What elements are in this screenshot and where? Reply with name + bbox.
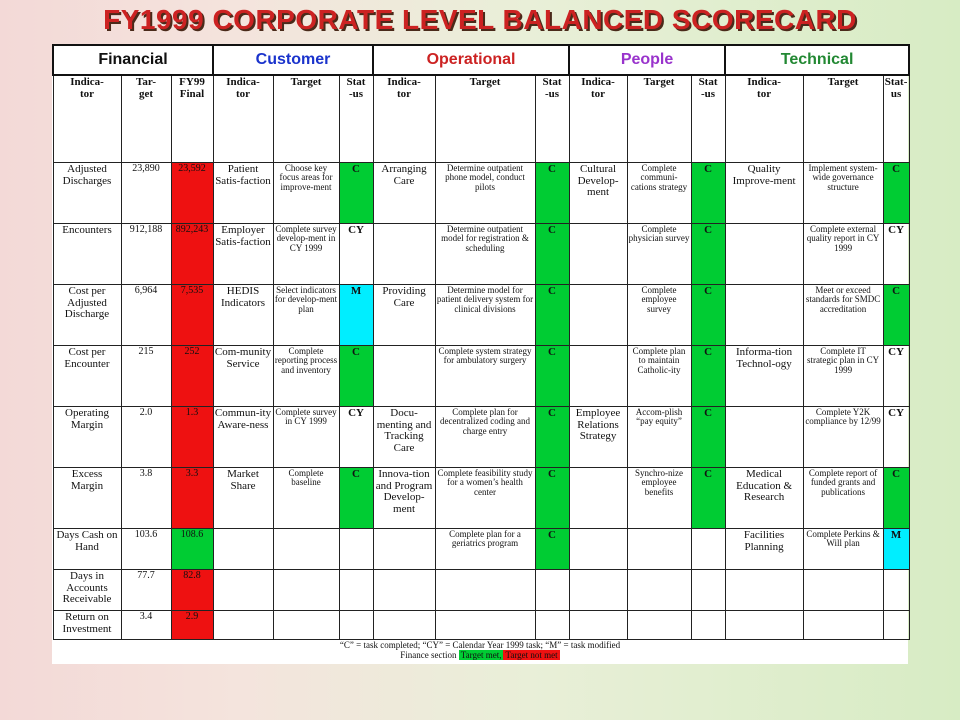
- peo-indicator-cell: [569, 224, 627, 285]
- cus-target-cell: Select indicators for develop-ment plan: [273, 285, 339, 346]
- ops-indicator-cell: Docu-menting and Tracking Care: [373, 407, 435, 468]
- fin-final-cell: 7,535: [171, 285, 213, 346]
- peo-indicator-cell: [569, 285, 627, 346]
- tec-indicator-cell: Facilities Planning: [725, 529, 803, 570]
- ops-status-cell: C: [535, 346, 569, 407]
- spacer-cell: [273, 118, 339, 163]
- ops-target-cell: Determine model for patient delivery system for clinical divisions: [435, 285, 535, 346]
- ops-status-cell: C: [535, 468, 569, 529]
- spacer-cell: [569, 118, 627, 163]
- tec-status-cell: [883, 611, 909, 640]
- tec-status-cell: [883, 570, 909, 611]
- ops-indicator-cell: [373, 346, 435, 407]
- peo-indicator-cell: [569, 611, 627, 640]
- fin-indicator-cell: Days Cash on Hand: [53, 529, 121, 570]
- tec-target-cell: Complete report of funded grants and publications: [803, 468, 883, 529]
- section-customer: Customer: [213, 45, 373, 75]
- tec-status-cell: CY: [883, 346, 909, 407]
- scorecard-row: [53, 163, 909, 224]
- ops-indicator-cell: [373, 611, 435, 640]
- cus-indicator-cell: Commun-ity Aware-ness: [213, 407, 273, 468]
- legend-finance-colors: [52, 650, 908, 660]
- spacer-cell: [803, 118, 883, 163]
- section-operational: Operational: [373, 45, 569, 75]
- section-financial: Financial: [53, 45, 213, 75]
- fin-final-cell: 252: [171, 346, 213, 407]
- cus-indicator-cell: Patient Satis-faction: [213, 163, 273, 224]
- peo-target-cell: Synchro-nize employee benefits: [627, 468, 691, 529]
- cus-status-cell: [339, 570, 373, 611]
- ops-status-cell: [535, 611, 569, 640]
- cus-status-cell: [339, 529, 373, 570]
- col-fin-final: FY99 Final: [171, 75, 213, 118]
- ops-target-cell: [435, 611, 535, 640]
- peo-status-cell: C: [691, 346, 725, 407]
- peo-target-cell: Accom-plish “pay equity”: [627, 407, 691, 468]
- spacer-cell: [373, 118, 435, 163]
- fin-target-cell: 2.0: [121, 407, 171, 468]
- fin-final-cell: 892,243: [171, 224, 213, 285]
- spacer-cell: [435, 118, 535, 163]
- peo-target-cell: [627, 570, 691, 611]
- peo-target-cell: [627, 611, 691, 640]
- fin-indicator-cell: Operating Margin: [53, 407, 121, 468]
- scorecard-row: [53, 285, 909, 346]
- spacer-cell: [725, 118, 803, 163]
- peo-target-cell: Complete physician survey: [627, 224, 691, 285]
- col-cus-status: Stat -us: [339, 75, 373, 118]
- cus-indicator-cell: [213, 570, 273, 611]
- fin-indicator-cell: Adjusted Discharges: [53, 163, 121, 224]
- legend-target-not-met: Target not met: [505, 650, 558, 661]
- tec-target-cell: Implement system-wide governance structure: [803, 163, 883, 224]
- cus-target-cell: [273, 529, 339, 570]
- cus-target-cell: Complete baseline: [273, 468, 339, 529]
- ops-status-cell: C: [535, 529, 569, 570]
- fin-indicator-cell: Days in Accounts Receivable: [53, 570, 121, 611]
- peo-status-cell: C: [691, 285, 725, 346]
- ops-status-cell: C: [535, 285, 569, 346]
- spacer-cell: [213, 118, 273, 163]
- scorecard-sheet: [52, 44, 908, 664]
- tec-target-cell: Complete IT strategic plan in CY 1999: [803, 346, 883, 407]
- scorecard-row: [53, 407, 909, 468]
- fin-target-cell: 6,964: [121, 285, 171, 346]
- spacer-cell: [627, 118, 691, 163]
- ops-target-cell: [435, 570, 535, 611]
- peo-status-cell: C: [691, 163, 725, 224]
- fin-target-cell: 103.6: [121, 529, 171, 570]
- col-ops-target: Target: [435, 75, 535, 118]
- col-tec-target: Target: [803, 75, 883, 118]
- ops-target-cell: Complete system strategy for ambulatory surgery: [435, 346, 535, 407]
- fin-final-cell: 23,592: [171, 163, 213, 224]
- fin-target-cell: 23,890: [121, 163, 171, 224]
- cus-status-cell: C: [339, 163, 373, 224]
- peo-status-cell: [691, 570, 725, 611]
- spacer-cell: [883, 118, 909, 163]
- peo-indicator-cell: Cultural Develop-ment: [569, 163, 627, 224]
- scorecard-row: [53, 611, 909, 640]
- fin-target-cell: 912,188: [121, 224, 171, 285]
- fin-indicator-cell: Cost per Encounter: [53, 346, 121, 407]
- peo-target-cell: [627, 529, 691, 570]
- tec-target-cell: Complete external quality report in CY 1999: [803, 224, 883, 285]
- column-header-row: [53, 75, 909, 118]
- spacer-cell: [171, 118, 213, 163]
- scorecard-row: [53, 346, 909, 407]
- legend-finance-prefix: Finance section: [400, 650, 457, 661]
- cus-indicator-cell: [213, 529, 273, 570]
- tec-indicator-cell: [725, 224, 803, 285]
- legend: [52, 640, 908, 661]
- fin-indicator-cell: Return on Investment: [53, 611, 121, 640]
- cus-indicator-cell: Employer Satis-faction: [213, 224, 273, 285]
- cus-indicator-cell: Com-munity Service: [213, 346, 273, 407]
- cus-status-cell: CY: [339, 407, 373, 468]
- ops-indicator-cell: Innova-tion and Program Develop-ment: [373, 468, 435, 529]
- scorecard-row: [53, 468, 909, 529]
- ops-target-cell: Complete plan for decentralized coding and charge entry: [435, 407, 535, 468]
- fin-final-cell: 3.3: [171, 468, 213, 529]
- ops-indicator-cell: Arranging Care: [373, 163, 435, 224]
- cus-indicator-cell: HEDIS Indicators: [213, 285, 273, 346]
- tec-status-cell: C: [883, 163, 909, 224]
- col-peo-status: Stat -us: [691, 75, 725, 118]
- ops-indicator-cell: [373, 224, 435, 285]
- ops-target-cell: Complete plan for a geriatrics program: [435, 529, 535, 570]
- fin-final-cell: 1.3: [171, 407, 213, 468]
- fin-target-cell: 3.4: [121, 611, 171, 640]
- fin-final-cell: 108.6: [171, 529, 213, 570]
- cus-target-cell: [273, 611, 339, 640]
- tec-target-cell: [803, 611, 883, 640]
- legend-status-codes: “C” = task completed; “CY” = Calendar Year 1999 task; “M” = task modified: [339, 640, 621, 650]
- peo-status-cell: C: [691, 468, 725, 529]
- ops-indicator-cell: [373, 529, 435, 570]
- tec-status-cell: M: [883, 529, 909, 570]
- ops-indicator-cell: Providing Care: [373, 285, 435, 346]
- tec-status-cell: C: [883, 285, 909, 346]
- peo-status-cell: C: [691, 407, 725, 468]
- col-peo-target: Target: [627, 75, 691, 118]
- peo-indicator-cell: [569, 468, 627, 529]
- fin-target-cell: 3.8: [121, 468, 171, 529]
- spacer-cell: [535, 118, 569, 163]
- col-ops-indicator: Indica- tor: [373, 75, 435, 118]
- col-tec-indicator: Indica- tor: [725, 75, 803, 118]
- fin-target-cell: 215: [121, 346, 171, 407]
- peo-status-cell: [691, 611, 725, 640]
- tec-target-cell: Meet or exceed standards for SMDC accreditation: [803, 285, 883, 346]
- spacer-cell: [53, 118, 121, 163]
- peo-indicator-cell: Employee Relations Strategy: [569, 407, 627, 468]
- tec-status-cell: CY: [883, 224, 909, 285]
- fin-final-cell: 2.9: [171, 611, 213, 640]
- cus-target-cell: [273, 570, 339, 611]
- cus-target-cell: Complete survey in CY 1999: [273, 407, 339, 468]
- cus-status-cell: [339, 611, 373, 640]
- fin-indicator-cell: Cost per Adjusted Discharge: [53, 285, 121, 346]
- fin-target-cell: 77.7: [121, 570, 171, 611]
- scorecard-table: [52, 44, 910, 640]
- col-fin-indicator: Indica- tor: [53, 75, 121, 118]
- col-fin-target: Tar- get: [121, 75, 171, 118]
- scorecard-row: [53, 224, 909, 285]
- section-people: People: [569, 45, 725, 75]
- spacer-cell: [121, 118, 171, 163]
- scorecard-rows: [53, 163, 909, 640]
- peo-target-cell: Complete plan to maintain Catholic-ity: [627, 346, 691, 407]
- ops-target-cell: Determine outpatient model for registration & scheduling: [435, 224, 535, 285]
- cus-status-cell: C: [339, 346, 373, 407]
- tec-target-cell: Complete Y2K compliance by 12/99: [803, 407, 883, 468]
- ops-indicator-cell: [373, 570, 435, 611]
- peo-target-cell: Complete employee survey: [627, 285, 691, 346]
- peo-target-cell: Complete communi-cations strategy: [627, 163, 691, 224]
- col-ops-status: Stat -us: [535, 75, 569, 118]
- tec-indicator-cell: [725, 611, 803, 640]
- section-header-row: [53, 45, 909, 75]
- section-technical: Technical: [725, 45, 909, 75]
- tec-indicator-cell: [725, 407, 803, 468]
- cus-target-cell: Choose key focus areas for improve-ment: [273, 163, 339, 224]
- page-title: FY1999 CORPORATE LEVEL BALANCED SCORECARD: [103, 4, 857, 35]
- ops-status-cell: [535, 570, 569, 611]
- ops-status-cell: C: [535, 224, 569, 285]
- cus-indicator-cell: [213, 611, 273, 640]
- scorecard-row: [53, 570, 909, 611]
- ops-status-cell: C: [535, 163, 569, 224]
- col-cus-target: Target: [273, 75, 339, 118]
- ops-target-cell: Determine outpatient phone model, conduct pilots: [435, 163, 535, 224]
- tec-status-cell: CY: [883, 407, 909, 468]
- ops-target-cell: Complete feasibility study for a women’s health center: [435, 468, 535, 529]
- tec-status-cell: C: [883, 468, 909, 529]
- peo-indicator-cell: [569, 346, 627, 407]
- col-peo-indicator: Indica- tor: [569, 75, 627, 118]
- spacer-cell: [691, 118, 725, 163]
- tec-target-cell: Complete Perkins & Will plan: [803, 529, 883, 570]
- fin-final-cell: 82.8: [171, 570, 213, 611]
- cus-status-cell: M: [339, 285, 373, 346]
- ops-status-cell: C: [535, 407, 569, 468]
- fin-indicator-cell: Encounters: [53, 224, 121, 285]
- cus-indicator-cell: Market Share: [213, 468, 273, 529]
- cus-status-cell: CY: [339, 224, 373, 285]
- cus-status-cell: C: [339, 468, 373, 529]
- peo-status-cell: [691, 529, 725, 570]
- col-tec-status: Stat- us: [883, 75, 909, 118]
- peo-status-cell: C: [691, 224, 725, 285]
- spacer-cell: [339, 118, 373, 163]
- cus-target-cell: Complete survey develop-ment in CY 1999: [273, 224, 339, 285]
- peo-indicator-cell: [569, 529, 627, 570]
- col-cus-indicator: Indica- tor: [213, 75, 273, 118]
- legend-target-met: Target met,: [460, 650, 502, 661]
- tec-indicator-cell: [725, 570, 803, 611]
- tec-indicator-cell: Quality Improve-ment: [725, 163, 803, 224]
- tec-indicator-cell: [725, 285, 803, 346]
- tec-target-cell: [803, 570, 883, 611]
- spacer-row: [53, 118, 909, 163]
- peo-indicator-cell: [569, 570, 627, 611]
- scorecard-row: [53, 529, 909, 570]
- tec-indicator-cell: Informa-tion Technol-ogy: [725, 346, 803, 407]
- fin-indicator-cell: Excess Margin: [53, 468, 121, 529]
- tec-indicator-cell: Medical Education & Research: [725, 468, 803, 529]
- cus-target-cell: Complete reporting process and inventory: [273, 346, 339, 407]
